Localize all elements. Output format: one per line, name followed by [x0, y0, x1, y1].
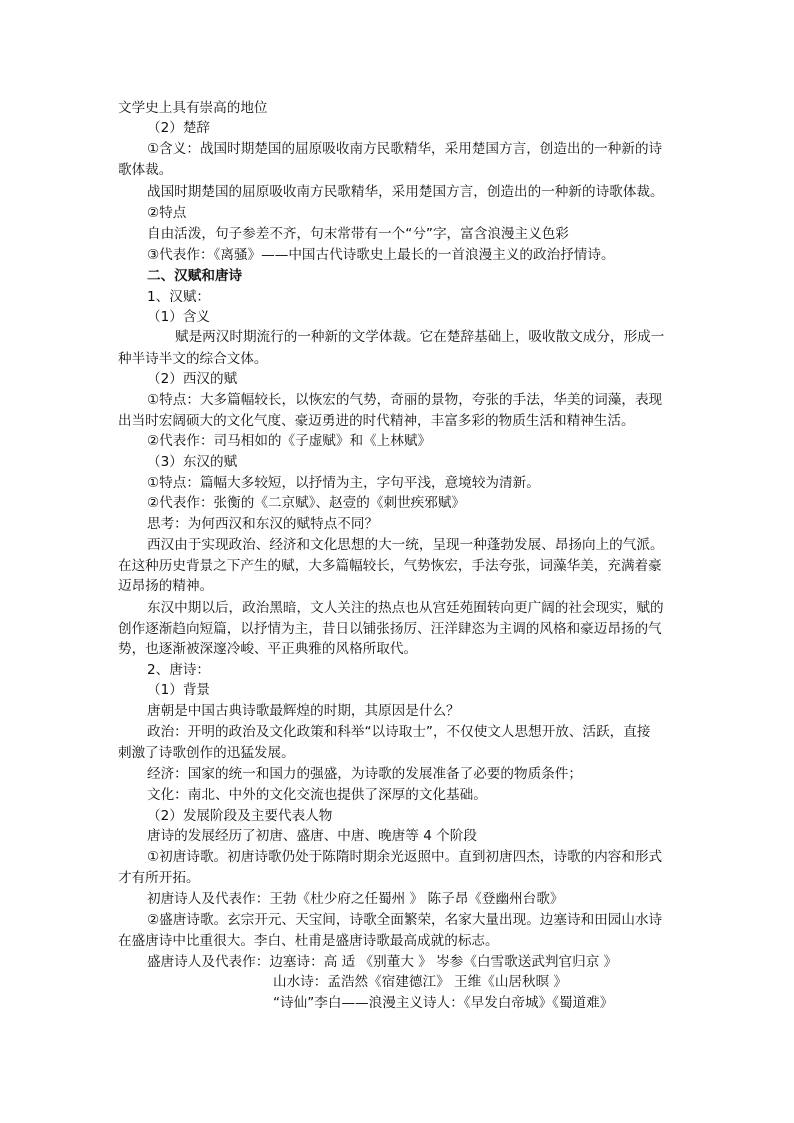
text-line: 山水诗：孟浩然《宿建德江》 王维《山居秋暝 》 — [273, 974, 568, 990]
text-line: 唐诗的发展经历了初唐、盛唐、中唐、晚唐等 4 个阶段 — [147, 828, 477, 844]
text-line: 种半诗半文的综合文体。 — [118, 351, 268, 367]
text-line: 在这种历史背景之下产生的赋，大多篇幅较长，气势恢宏，手法夸张，词藻华美，充满着豪 — [118, 558, 662, 574]
section-heading: （2）发展阶段及主要代表人物 — [147, 808, 333, 824]
text-line: 在盛唐诗中比重很大。李白、杜甫是盛唐诗歌最高成就的标志。 — [118, 933, 499, 949]
text-line: ②代表作：张衡的《二京赋》、赵壹的《刺世疾邪赋》 — [147, 495, 466, 511]
text-line: 自由活泼，句子参差不齐，句末常带有一个“兮”字，富含浪漫主义色彩 — [147, 226, 569, 242]
text-line: ①初唐诗歌。初唐诗歌仍处于陈隋时期余光返照中。直到初唐四杰，诗歌的内容和形式 — [147, 849, 663, 865]
section-heading: （1）含义 — [147, 309, 211, 325]
text-line: ①特点：篇幅大多较短，以抒情为主，字句平浅，意境较为清新。 — [147, 475, 540, 491]
text-line: 经济：国家的统一和国力的强盛，为诗歌的发展准备了必要的物质条件； — [147, 766, 582, 782]
section-heading: 二、汉赋和唐诗 — [147, 268, 243, 284]
text-line: 政治：开明的政治及文化政策和科举“以诗取士”，不仅使文人思想开放、活跃，直接 — [147, 724, 651, 740]
text-line: ②代表作：司马相如的《子虚赋》和《上林赋》 — [147, 433, 432, 449]
section-heading: （3）东汉的赋 — [147, 454, 238, 470]
text-line: 东汉中期以后，政治黑暗，文人关注的热点也从宫廷苑囿转向更广阔的社会现实，赋的 — [147, 600, 664, 616]
section-heading: （2）楚辞 — [147, 120, 211, 136]
text-line: 刺激了诗歌创作的迅猛发展。 — [118, 745, 295, 761]
text-line: 赋是两汉时期流行的一种新的文学体裁。它在楚辞基础上，吸收散文成分，形成一 — [175, 329, 665, 345]
text-line: “诗仙”李白——浪漫主义诗人：《早发白帝城》《蜀道难》 — [273, 995, 614, 1011]
text-line: 势，也逐渐被深邃冷峻、平正典雅的风格所取代。 — [118, 641, 418, 657]
text-line: 歌体裁。 — [118, 162, 173, 178]
text-line: 才有所开拓。 — [118, 870, 200, 886]
text-line: 创作逐渐趋向短篇，以抒情为主，昔日以铺张扬厉、汪洋肆恣为主调的风格和豪迈昂扬的气 — [118, 621, 662, 637]
section-heading: 2、唐诗： — [147, 662, 211, 678]
text-line: 文化：南北、中外的文化交流也提供了深厚的文化基础。 — [147, 787, 487, 803]
text-line: ①特点：大多篇幅较长，以恢宏的气势，奇丽的景物，夸张的手法，华美的词藻，表现 — [147, 392, 663, 408]
text-line: 迈昂扬的精神。 — [118, 578, 214, 594]
text-line: 战国时期楚国的屈原吸收南方民歌精华，采用楚国方言，创造出的一种新的诗歌体裁。 — [147, 184, 664, 200]
text-line: 唐朝是中国古典诗歌最辉煌的时期，其原因是什么？ — [147, 703, 460, 719]
section-heading: （2）西汉的赋 — [147, 371, 238, 387]
text-line: 出当时宏阔硕大的文化气度、豪迈勇进的时代精神，丰富多彩的物质生活和精神生活。 — [118, 413, 635, 429]
text-line: 盛唐诗人及代表作：边塞诗：高 适 《别董大 》 岑参《白雪歌送武判官归京 》 — [147, 954, 618, 970]
text-line: ②盛唐诗歌。玄宗开元、天宝间，诗歌全面繁荣，名家大量出现。边塞诗和田园山水诗 — [147, 912, 663, 928]
text-line: 西汉由于实现政治、经济和文化思想的大一统，呈现一种蓬勃发展、昂扬向上的气派。 — [147, 537, 664, 553]
text-line: 初唐诗人及代表作：王勃《杜少府之任蜀州 》 陈子昂《登幽州台歌》 — [147, 891, 564, 907]
text-line: ①含义：战国时期楚国的屈原吸收南方民歌精华，采用楚国方言，创造出的一种新的诗 — [147, 141, 663, 157]
text-line: 文学史上具有崇高的地位 — [118, 100, 268, 116]
section-heading: 1、汉赋： — [147, 289, 211, 305]
text-line: 思考：为何西汉和东汉的赋特点不同？ — [147, 516, 379, 532]
text-line: ③代表作：《离骚》——中国古代诗歌史上最长的一首浪漫主义的政治抒情诗。 — [147, 247, 615, 263]
section-heading: （1）背景 — [147, 682, 211, 698]
text-line: ②特点 — [147, 205, 187, 221]
